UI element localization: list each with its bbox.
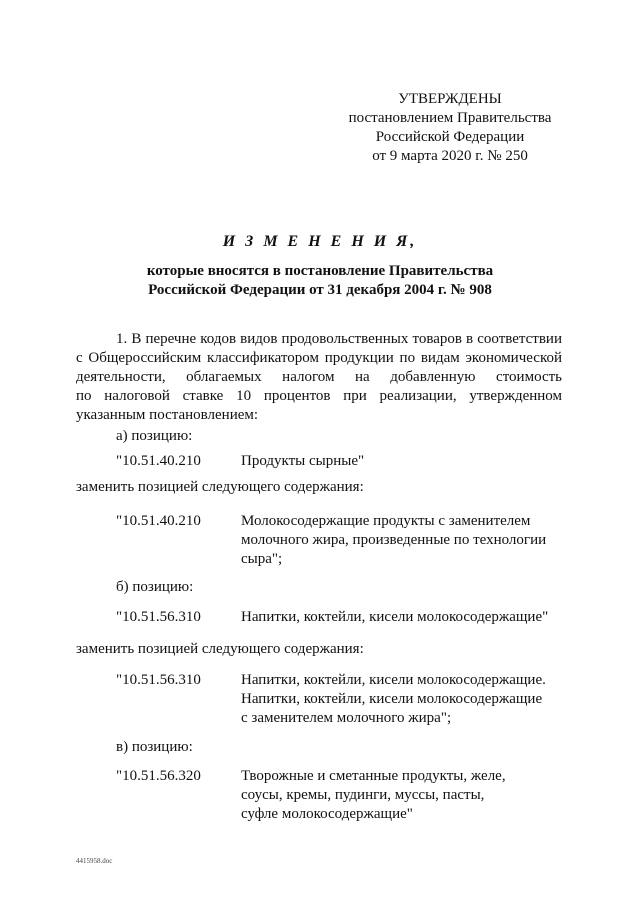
item-b-text: Напитки, коктейли, кисели молокосодержащие" <box>241 609 549 625</box>
item-a-new-code: "10.51.40.210 <box>116 513 201 529</box>
item-a-code: "10.51.40.210 <box>116 453 201 469</box>
item-c-label: в) позицию: <box>116 739 193 755</box>
item-a-label: а) позицию: <box>116 428 193 444</box>
document-subtitle <box>0 262 640 300</box>
item-b-code: "10.51.56.310 <box>116 609 201 625</box>
document-title: И З М Е Н Е Н И Я, <box>222 233 418 250</box>
paragraph-line: по налоговой ставке 10 процентов при реализации, утвержденном <box>76 388 562 404</box>
text-line: Напитки, коктейли, кисели молокосодержащие. <box>241 672 546 688</box>
item-b-label: б) позицию: <box>116 579 194 595</box>
item-c-code: "10.51.56.320 <box>116 768 201 784</box>
item-a-text: Продукты сырные" <box>241 453 365 469</box>
approved-line-1: постановлением Правительства <box>348 110 552 126</box>
paragraph-line: деятельности, облагаемых налогом на добавленную стоимость <box>76 369 562 385</box>
text-line: суфле молокосодержащие" <box>241 806 413 822</box>
item-a-new-text <box>241 512 546 569</box>
item-c-text <box>241 767 506 824</box>
text-line: с заменителем молочного жира"; <box>241 710 452 726</box>
text-line: Напитки, коктейли, кисели молокосодержащие <box>241 691 543 707</box>
replace-instruction-2: заменить позицией следующего содержания: <box>76 641 364 657</box>
text-line: сыра"; <box>241 551 283 567</box>
paragraph-line: с Общероссийским классификатором продукции по видам экономической <box>76 350 562 366</box>
paragraph-line: указанным постановлением: <box>76 407 259 423</box>
text-line: Творожные и сметанные продукты, желе, <box>241 768 506 784</box>
text-line: молочного жира, произведенные по технологии <box>241 532 547 548</box>
item-b-new-code: "10.51.56.310 <box>116 672 201 688</box>
text-line: соусы, кремы, пудинги, муссы, пасты, <box>241 787 485 803</box>
paragraph-line: 1. В перечне кодов видов продовольственных товаров в соответствии <box>116 331 562 347</box>
approval-header <box>340 90 560 166</box>
subtitle-line-1: которые вносятся в постановление Правительства <box>146 263 494 279</box>
approved-line-2: Российской Федерации <box>375 129 525 145</box>
approved-word: УТВЕРЖДЕНЫ <box>398 91 502 107</box>
replace-instruction-1: заменить позицией следующего содержания: <box>76 479 364 495</box>
subtitle-line-2: Российской Федерации от 31 декабря 2004 г. № 908 <box>148 282 492 298</box>
file-name-footer: 4415958.doc <box>76 857 113 865</box>
item-b-new-text <box>241 671 546 728</box>
text-line: Молокосодержащие продукты с заменителем <box>241 513 531 529</box>
paragraph-1 <box>76 330 562 425</box>
approved-line-3: от 9 марта 2020 г. № 250 <box>372 148 528 164</box>
